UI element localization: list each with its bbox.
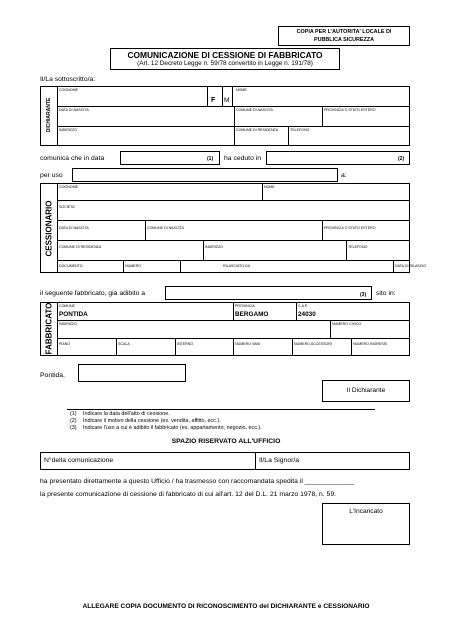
ufficio-line1: ha presentato direttamente a questo Ufficio / ha trasmesso con raccomandata spedita il _____________ xyxy=(40,478,354,485)
copy-note-line2: PUBBLICA SICUREZZA xyxy=(314,37,374,43)
fab-piano-label: PIANO xyxy=(59,342,71,346)
ufficio-line2: la presente comunicazione di cessione di fabbricato di cui all'art. 12 del D.L. 21 marzo 1978, n. 59. xyxy=(40,491,336,498)
fab-provincia-value: BERGAMO xyxy=(235,311,269,318)
cess-provincia-nascita-label: PROVINCIA O STATO ESTERO xyxy=(324,226,376,230)
note-2-text: Indicare il motivo della cessione (es. vendita, affitto, ecc.). xyxy=(83,418,221,424)
note-ref-2: (2) xyxy=(398,156,405,162)
cess-cognome-label: COGNOME xyxy=(59,185,78,189)
page-subtitle: (Art. 12 Decreto Legge n. 59/78 convertito in Legge n. 191/78) xyxy=(137,60,313,67)
place-text: Pontida, xyxy=(40,372,65,379)
dich-data-nascita-label: DATA DI NASCITA xyxy=(59,108,89,112)
fab-numero-civico-label: NUMERO CIVICO xyxy=(332,322,362,326)
cess-societa-label: SOCIETA' xyxy=(59,205,76,209)
fab-comune-value: PONTIDA xyxy=(59,311,88,318)
fab-scala-label: SCALA xyxy=(118,342,130,346)
fabbricato-section xyxy=(40,302,410,356)
dich-indirizzo-label: INDIRIZZO xyxy=(59,128,77,132)
dich-provincia-nascita-label: PROVINCIA O STATO ESTERO xyxy=(324,108,376,112)
per-uso-field[interactable] xyxy=(72,168,338,182)
cess-data-nascita-label: DATA DI NASCITA xyxy=(59,226,89,230)
copy-note-line1: COPIA PER L'AUTORITA' LOCALE DI xyxy=(296,29,392,35)
fab-comune-label: COMUNE xyxy=(59,304,75,308)
ufficio-title: SPAZIO RISERVATO ALL'UFFICIO xyxy=(171,438,281,445)
place-date-field[interactable] xyxy=(78,364,186,382)
cessionario-side-label: CESSIONARIO xyxy=(44,200,54,257)
note-ref-3: (3) xyxy=(360,292,367,298)
fab-numero-vani-label: NUMERO VANI xyxy=(235,342,261,346)
dich-sex-m[interactable]: M xyxy=(224,97,230,104)
fabbricato-intro: il seguente fabbricato, già adibito a xyxy=(40,290,146,297)
note-1-text: Indicare la data dell'atto di cessione. xyxy=(83,411,170,417)
note-1-num: (1) xyxy=(70,411,77,417)
comunica-text: comunica che in data xyxy=(40,155,105,162)
fab-cap-value: 24030 xyxy=(298,311,316,318)
fab-indirizzo-label: INDIRIZZO xyxy=(59,322,77,326)
cess-numero-label: NUMERO xyxy=(125,264,141,268)
note-3-text: Indicare l'uso a cui è adibito il fabbricato (es. appartamento, negozio, ecc.). xyxy=(83,425,262,431)
dich-comune-residenza-label: COMUNE DI RESIDENZA xyxy=(236,128,279,132)
motivo-cessione-field[interactable] xyxy=(266,151,410,165)
dich-comune-nascita-label: COMUNE DI NASCITA xyxy=(236,108,273,112)
cess-comune-nascita-label: COMUNE DI NASCITA xyxy=(147,226,184,230)
per-uso-text: per uso xyxy=(40,172,63,179)
cess-indirizzo-label: INDIRIZZO xyxy=(205,245,223,249)
sito-text: sito in: xyxy=(376,290,396,297)
il-dichiarante-label: Il Dichiarante xyxy=(346,387,386,394)
cess-documento-label: DOCUMENTO xyxy=(59,264,83,268)
a-text: a: xyxy=(341,172,347,179)
note-3-num: (3) xyxy=(70,425,77,431)
fabbricato-side-label: FABBRICATO xyxy=(44,302,54,355)
cess-telefono-label: TELEFONO xyxy=(348,245,368,249)
fab-interno-label: INTERNO xyxy=(177,342,194,346)
uso-fabbricato-field[interactable] xyxy=(165,286,372,300)
dich-nome-label: NOME xyxy=(236,88,247,92)
cess-data-rilascio-label: DATA DI RILASCIO xyxy=(395,264,427,268)
dich-cognome-label: COGNOME xyxy=(59,88,78,92)
cess-comune-residenza-label: COMUNE DI RESIDENZA xyxy=(59,245,102,249)
ceduto-text: ha ceduto in xyxy=(224,155,262,162)
dichiarante-section xyxy=(40,86,410,146)
footer-note: ALLEGARE COPIA DOCUMENTO DI RICONOSCIMENTO del DICHIARANTE e CESSIONARIO xyxy=(82,603,370,610)
fab-numero-ingressi-label: NUMERO INGRESSI xyxy=(353,342,388,346)
data-cessione-field[interactable] xyxy=(120,151,220,165)
page-title: COMUNICAZIONE DI CESSIONE DI FABBRICATO xyxy=(127,50,323,60)
cess-rilasciato-da-label: RILASCIATO DA xyxy=(223,264,251,268)
fab-provincia-label: PROVINCIA xyxy=(235,304,255,308)
note-2-num: (2) xyxy=(70,418,77,424)
dichiarante-intro: Il/La sottoscritto/a: xyxy=(40,76,96,83)
incaricato-label: L'Incaricato xyxy=(349,508,383,515)
signora-label: Il/La Signor/a xyxy=(259,457,300,464)
fab-cap-label: C.A.P. xyxy=(298,304,308,308)
dich-sex-f[interactable]: F xyxy=(211,97,216,104)
dichiarante-side-label: DICHIARANTE xyxy=(46,97,52,133)
n-comunicazione-label: N°della comunicazione xyxy=(44,457,114,464)
fab-numero-accessori-label: NUMERO ACCESSORI xyxy=(294,342,332,346)
note-ref-1: (1) xyxy=(207,156,214,162)
dich-telefono-label: TELEFONO xyxy=(290,128,310,132)
cess-nome-label: NOME xyxy=(264,185,275,189)
